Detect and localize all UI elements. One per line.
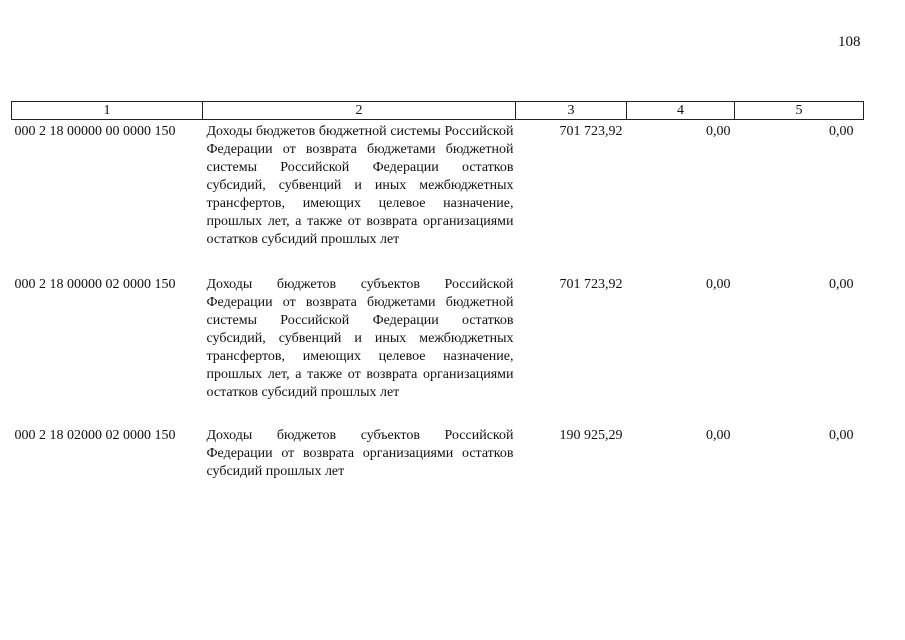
table-header — [12, 102, 864, 120]
budget-table — [11, 101, 864, 481]
page-number: 108 — [838, 34, 861, 50]
row-col5-value: 0,00 — [829, 428, 854, 443]
row-col4-value: 0,00 — [706, 124, 731, 139]
header-row — [12, 102, 864, 120]
header-col-3: 3 — [516, 102, 627, 120]
row-spacer — [12, 249, 864, 273]
row-col3-value: 190 925,29 — [559, 428, 623, 443]
table-body — [12, 120, 864, 482]
header-col-2: 2 — [203, 102, 516, 120]
row-description: Доходы бюджетов субъектов Российской Федерации от возврата организациями остатков субсидий прошлых лет — [206, 428, 514, 479]
header-col-1: 1 — [12, 102, 203, 120]
row-col4-value: 0,00 — [706, 428, 731, 443]
row-col3-value: 701 723,92 — [559, 124, 623, 139]
row-col3-value: 701 723,92 — [559, 277, 623, 292]
header-col-4: 4 — [627, 102, 735, 120]
row-description: Доходы бюджетов бюджетной системы Российской Федерации от возврата бюджетами бюджетной системы Российской Федерации остатков субсидий, субвенций и иных межбюджетных трансфертов, имеющих целевое назначение, прошлых лет, а также от возврата организациями остатков субсидий прошлых лет — [206, 124, 514, 247]
row-code: 000 2 18 00000 00 0000 150 — [14, 124, 176, 139]
header-col-5: 5 — [735, 102, 864, 120]
row-description: Доходы бюджетов субъектов Российской Федерации от возврата бюджетами бюджетной системы Российской Федерации остатков субсидий, субвенций и иных межбюджетных трансфертов, имеющих целевое назначение, прошлых лет, а также от возврата организациями остатков субсидий прошлых лет — [206, 277, 514, 400]
row-spacer — [12, 402, 864, 424]
row-code: 000 2 18 02000 02 0000 150 — [14, 428, 176, 443]
table-row — [12, 273, 864, 402]
row-col5-value: 0,00 — [829, 124, 854, 139]
table-row — [12, 424, 864, 481]
row-code: 000 2 18 00000 02 0000 150 — [14, 277, 176, 292]
row-col5-value: 0,00 — [829, 277, 854, 292]
row-col4-value: 0,00 — [706, 277, 731, 292]
table-row — [12, 120, 864, 250]
